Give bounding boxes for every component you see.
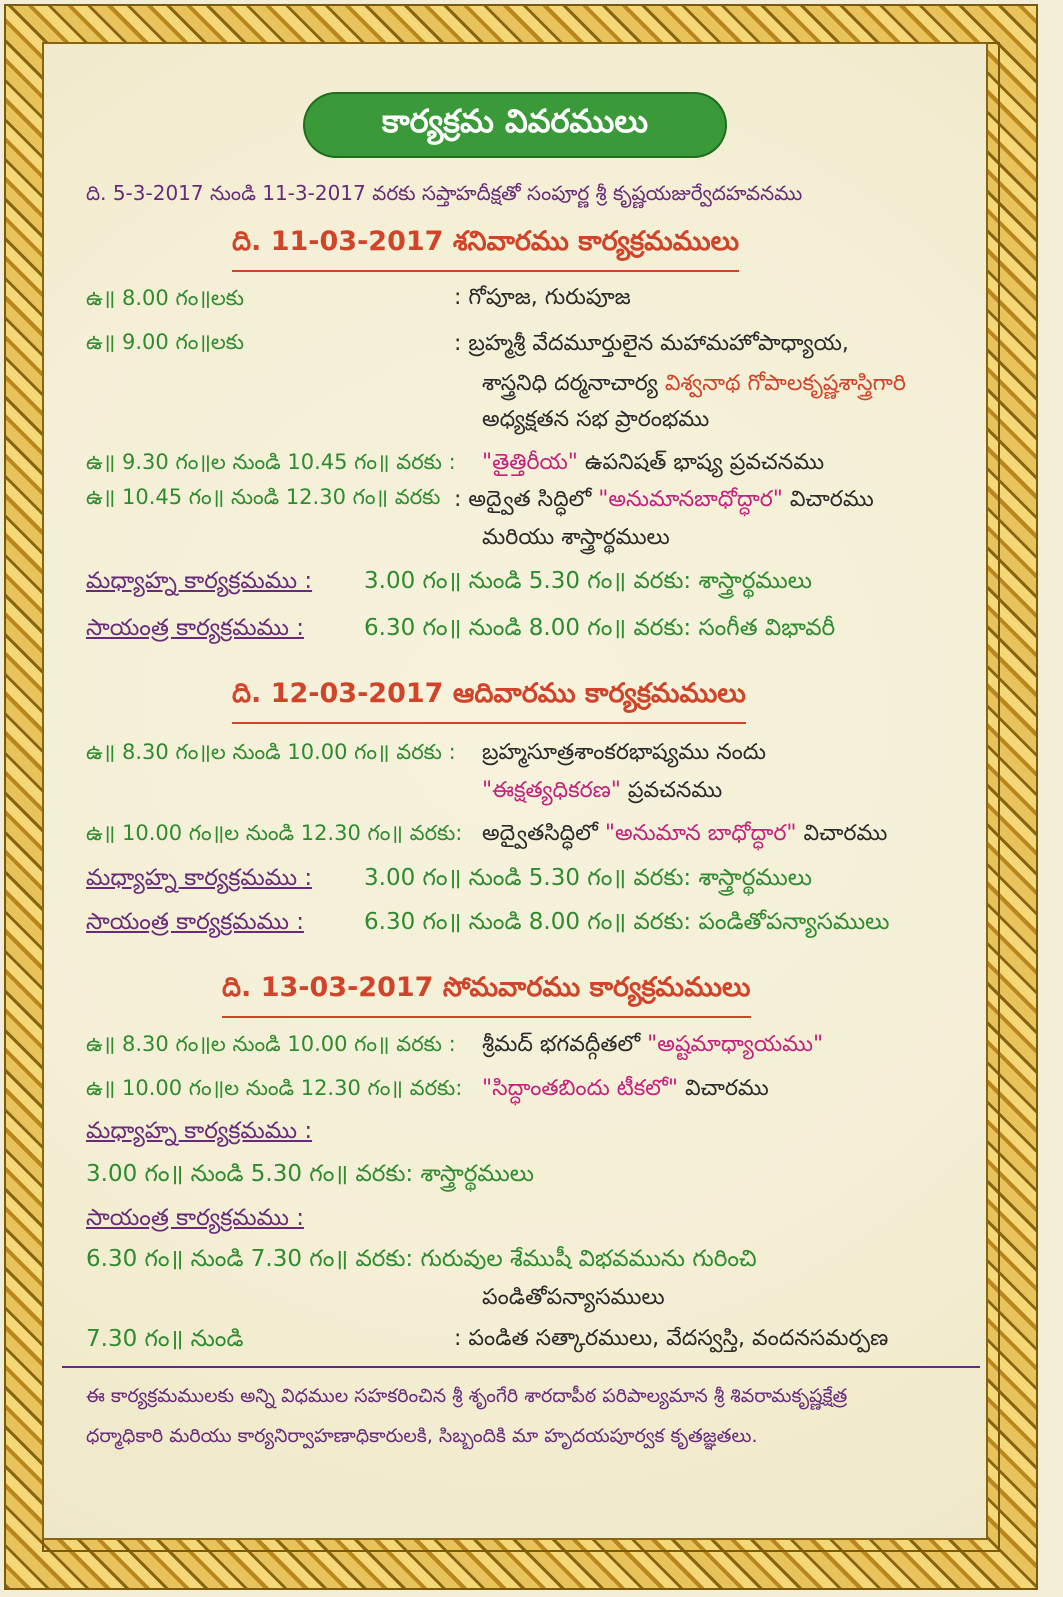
speaker-name: విశ్వనాథ గోపాలకృష్ణశాస్త్రిగారి	[664, 371, 906, 396]
day3-closing-time: 7.30 గం॥ నుండి	[86, 1326, 244, 1352]
day1-row1-desc: : గోపూజ, గురుపూజ	[454, 285, 631, 310]
day1-row2-desc3: అధ్యక్షతన సభ ప్రారంభము	[482, 407, 710, 432]
day3-afternoon-label: మధ్యాహ్న కార్యక్రమము :	[86, 1118, 313, 1144]
footer-line2: ధర్మాధికారి మరియు కార్యనిర్వాహణాధికారులకి, సిబ్బందికి మా హృదయపూర్వక కృతజ్ఞతలు.	[86, 1425, 758, 1447]
day2-afternoon-label: మధ్యాహ్న కార్యక్రమము :	[86, 865, 313, 891]
footer-line1: ఈ కార్యక్రమములకు అన్ని విధముల సహకరించిన శ్రీ శృంగేరి శారదాపీఠ పరిపాల్యమాన శ్రీ శివరామకృష్ణక్షేత్ర	[86, 1385, 848, 1407]
day3-row2-desc: "సిద్ధాంతబిందు టీకలో" విచారము	[482, 1076, 769, 1101]
day3-heading: ది. 13-03-2017 సోమవారము కార్యక్రమములు	[222, 972, 751, 1010]
day1-evening-label: సాయంత్ర కార్యక్రమము :	[86, 615, 304, 641]
day2-row2-desc: అద్వైతసిద్ధిలో "అనుమాన బాధోద్ధార" విచారము	[482, 821, 888, 846]
day3-row1-desc: శ్రీమద్ భగవద్గీతలో "అష్టమాధ్యాయము"	[482, 1032, 824, 1057]
day2-row1-desc2: "ఈక్షత్యధికరణ" ప్రవచనము	[482, 778, 723, 803]
day1-row3-time: ఉ॥ 9.30 గం॥ల నుండి 10.45 గం॥ వరకు :	[86, 450, 456, 474]
day1-row4-time: ఉ॥ 10.45 గం॥ నుండి 12.30 గం॥ వరకు	[86, 485, 441, 509]
day2-row2-time: ఉ॥ 10.00 గం॥ల నుండి 12.30 గం॥ వరకు:	[86, 821, 463, 845]
day1-heading: ది. 11-03-2017 శనివారము కార్యక్రమములు	[232, 226, 739, 264]
day3-afternoon-desc: 3.00 గం॥ నుండి 5.30 గం॥ వరకు: శాస్త్రార్థములు	[86, 1161, 534, 1187]
day1-row4-desc: : అద్వైత సిద్ధిలో "అనుమానబాధోద్ధార" విచారము	[454, 487, 874, 512]
day1-row2-desc1: : బ్రహ్మశ్రీ వేదమూర్తులైన మహామహోపాధ్యాయ,	[454, 331, 849, 356]
day2-evening-label: సాయంత్ర కార్యక్రమము :	[86, 909, 304, 935]
day1-afternoon-desc: 3.00 గం॥ నుండి 5.30 గం॥ వరకు: శాస్త్రార్థములు	[364, 568, 812, 594]
day2-row1-time: ఉ॥ 8.30 గం॥ల నుండి 10.00 గం॥ వరకు :	[86, 740, 456, 764]
day1-evening-desc: 6.30 గం॥ నుండి 8.00 గం॥ వరకు: సంగీత విభావరీ	[364, 615, 836, 641]
day1-afternoon-label: మధ్యాహ్న కార్యక్రమము :	[86, 568, 313, 594]
day2-afternoon-desc: 3.00 గం॥ నుండి 5.30 గం॥ వరకు: శాస్త్రార్థములు	[364, 865, 812, 891]
day2-heading: ది. 12-03-2017 ఆదివారము కార్యక్రమములు	[232, 678, 746, 716]
day3-evening-label: సాయంత్ర కార్యక్రమము :	[86, 1205, 304, 1231]
day2-row1-desc1: బ్రహ్మసూత్రశాంకరభాష్యము నందు	[482, 740, 766, 765]
footer-separator	[62, 1366, 980, 1368]
day3-row1-time: ఉ॥ 8.30 గం॥ల నుండి 10.00 గం॥ వరకు :	[86, 1032, 456, 1056]
day3-closing-desc: : పండిత సత్కారములు, వేదస్వస్తి, వందనసమర్పణ	[454, 1326, 889, 1351]
day2-evening-desc: 6.30 గం॥ నుండి 8.00 గం॥ వరకు: పండితోపన్యాసములు	[364, 909, 890, 935]
day1-row3-desc: "తైత్తిరీయ" ఉపనిషత్ భాష్య ప్రవచనము	[482, 450, 825, 475]
day1-row1-time: ఉ॥ 8.00 గం॥లకు	[86, 286, 245, 310]
page-title: కార్యక్రమ వివరములు	[305, 94, 725, 156]
day3-evening-desc1: 6.30 గం॥ నుండి 7.30 గం॥ వరకు: గురువుల శేముషీ విభవమును గురించి	[86, 1246, 757, 1272]
intro-text: ది. 5-3-2017 నుండి 11-3-2017 వరకు సప్తాహదీక్షతో సంపూర్ణ శ్రీ కృష్ణయజుర్వేదహవనము	[86, 181, 803, 205]
day3-evening-desc2: పండితోపన్యాసములు	[482, 1285, 665, 1310]
day1-row2-desc2: శాస్త్రనిధి దర్మనాచార్య విశ్వనాథ గోపాలకృష్ణశాస్త్రిగారి	[482, 371, 906, 396]
day1-row2-time: ఉ॥ 9.00 గం॥లకు	[86, 330, 245, 354]
day1-row4-desc2: మరియు శాస్త్రార్థములు	[482, 525, 670, 550]
day3-row2-time: ఉ॥ 10.00 గం॥ల నుండి 12.30 గం॥ వరకు:	[86, 1076, 463, 1100]
